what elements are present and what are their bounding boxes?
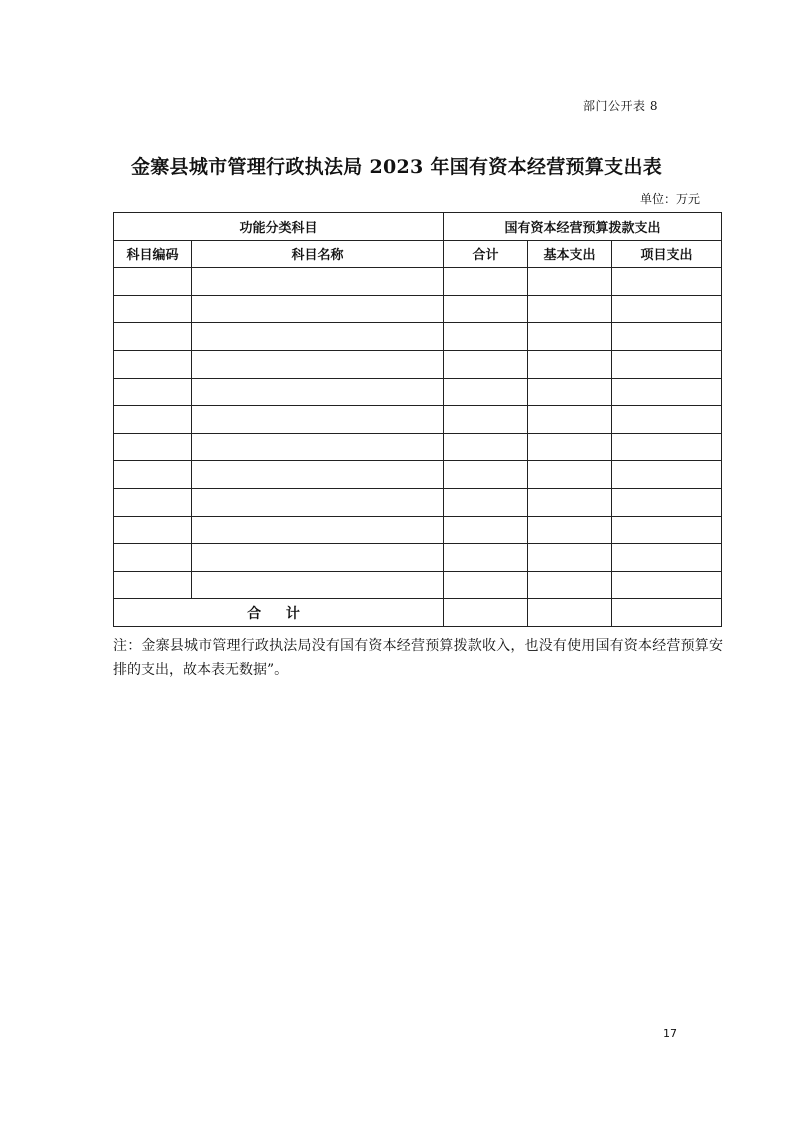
table-cell — [192, 488, 444, 516]
table-row — [114, 350, 722, 378]
table-cell — [444, 433, 528, 461]
table-cell — [612, 544, 722, 572]
table-cell — [528, 516, 612, 544]
table-row — [114, 488, 722, 516]
table-cell — [114, 323, 192, 351]
table-cell — [528, 295, 612, 323]
column-header-subject-name: 科目名称 — [192, 240, 444, 268]
table-row — [114, 571, 722, 599]
table-cell — [612, 323, 722, 351]
table-cell — [612, 268, 722, 296]
table-cell — [444, 488, 528, 516]
table-cell — [192, 516, 444, 544]
table-cell — [192, 571, 444, 599]
table-row — [114, 433, 722, 461]
table-cell — [192, 295, 444, 323]
table-cell — [114, 516, 192, 544]
table-cell — [444, 516, 528, 544]
table-column-header-row — [114, 240, 722, 268]
table-cell — [528, 378, 612, 406]
column-header-basic-expenditure: 基本支出 — [528, 240, 612, 268]
table-cell — [444, 323, 528, 351]
table-cell — [528, 268, 612, 296]
table-cell — [114, 433, 192, 461]
total-cell-basic — [528, 599, 612, 627]
table-cell — [192, 406, 444, 434]
table-cell — [192, 461, 444, 489]
table-cell — [528, 461, 612, 489]
table-cell — [528, 433, 612, 461]
table-cell — [192, 544, 444, 572]
table-cell — [528, 571, 612, 599]
table-cell — [444, 571, 528, 599]
table-cell — [192, 378, 444, 406]
page-title: 金寨县城市管理行政执法局 2023 年国有资本经营预算支出表 — [130, 156, 663, 178]
table-row — [114, 268, 722, 296]
table-cell — [612, 488, 722, 516]
table-cell — [528, 323, 612, 351]
page-number: 17 — [663, 1027, 677, 1040]
table-cell — [612, 571, 722, 599]
unit-label: 单位：万元 — [640, 192, 701, 206]
table-note: 注：金寨县城市管理行政执法局没有国有资本经营预算拨款收入，也没有使用国有资本经营预算安排的支出，故本表无数据”。 — [113, 638, 723, 678]
total-cell-project — [612, 599, 722, 627]
table-cell — [114, 571, 192, 599]
table-cell — [612, 350, 722, 378]
table-cell — [114, 268, 192, 296]
document-label: 部门公开表 8 — [583, 99, 658, 113]
table-cell — [444, 268, 528, 296]
table-cell — [114, 350, 192, 378]
column-header-project-expenditure: 项目支出 — [612, 240, 722, 268]
table-cell — [192, 433, 444, 461]
table-cell — [114, 406, 192, 434]
table-cell — [114, 461, 192, 489]
table-cell — [114, 378, 192, 406]
table-cell — [612, 461, 722, 489]
table-total-row — [114, 599, 722, 627]
table-cell — [528, 488, 612, 516]
table-cell — [444, 544, 528, 572]
table-row — [114, 461, 722, 489]
table-cell — [114, 544, 192, 572]
budget-table — [113, 212, 722, 627]
table-cell — [528, 544, 612, 572]
table-row — [114, 516, 722, 544]
table-cell — [192, 323, 444, 351]
table-row — [114, 544, 722, 572]
table-cell — [528, 350, 612, 378]
table-group-header-row — [114, 213, 722, 241]
table-cell — [612, 516, 722, 544]
table-cell — [444, 378, 528, 406]
column-header-total: 合计 — [444, 240, 528, 268]
table-cell — [114, 295, 192, 323]
table-row — [114, 295, 722, 323]
table-cell — [444, 461, 528, 489]
table-cell — [528, 406, 612, 434]
table-row — [114, 378, 722, 406]
table-row — [114, 406, 722, 434]
table-cell — [444, 295, 528, 323]
total-cell-sum — [444, 599, 528, 627]
group-header-state-capital-expenditure: 国有资本经营预算拨款支出 — [444, 213, 722, 241]
table-cell — [612, 295, 722, 323]
group-header-functional-classification: 功能分类科目 — [114, 213, 444, 241]
table-cell — [612, 378, 722, 406]
table-cell — [444, 350, 528, 378]
table-cell — [612, 433, 722, 461]
table-cell — [612, 406, 722, 434]
table-cell — [114, 488, 192, 516]
total-label: 合 计 — [114, 599, 444, 627]
column-header-subject-code: 科目编码 — [114, 240, 192, 268]
table-cell — [192, 268, 444, 296]
table-cell — [192, 350, 444, 378]
table-cell — [444, 406, 528, 434]
table-row — [114, 323, 722, 351]
